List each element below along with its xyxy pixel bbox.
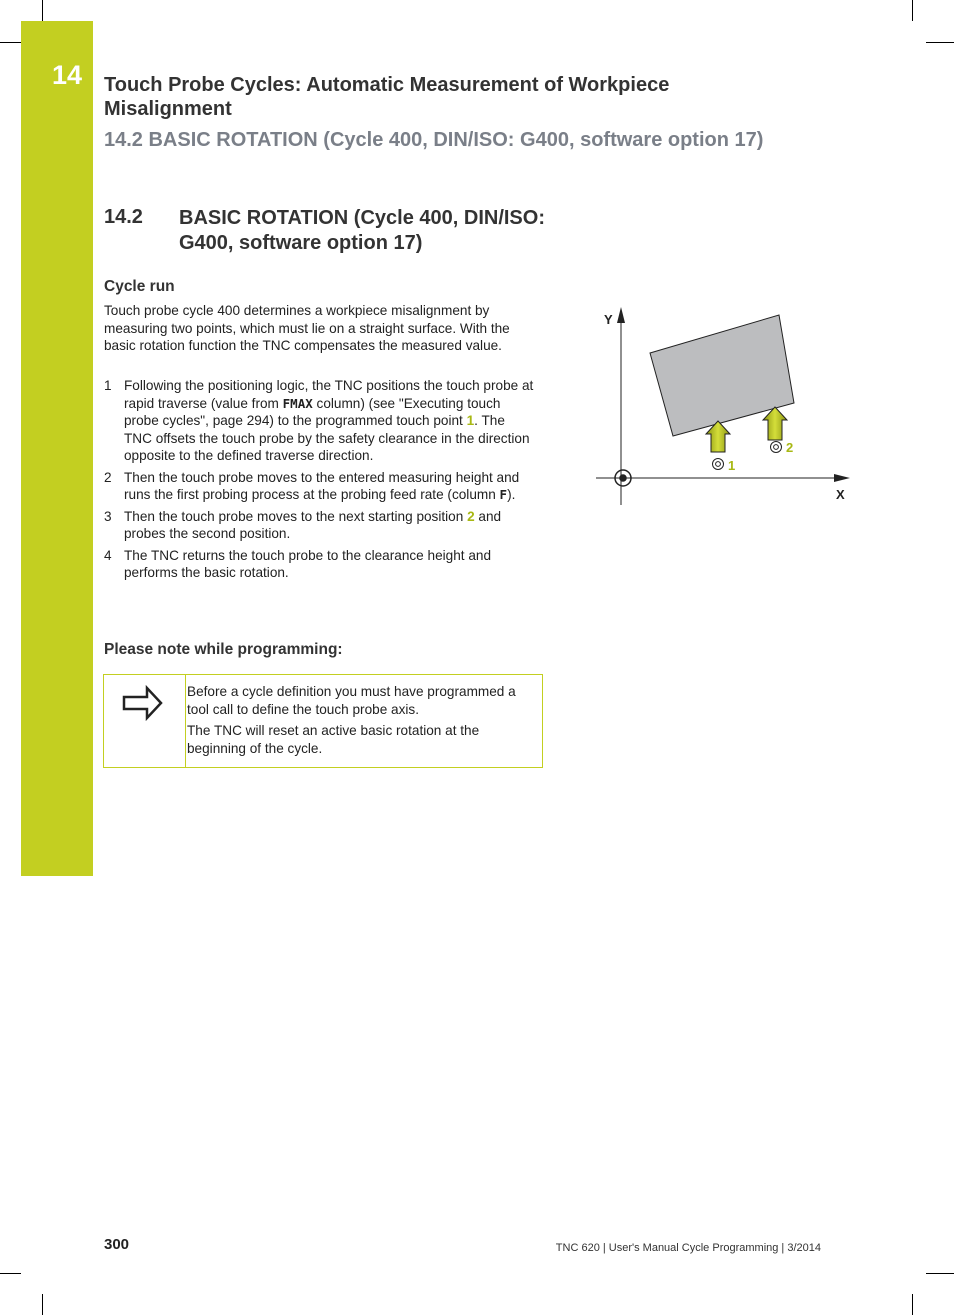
chapter-tab (21, 21, 93, 876)
x-axis-label: X (836, 487, 845, 502)
point-ref: 2 (467, 508, 475, 524)
probe-arrow-2 (763, 407, 787, 440)
crop-mark (42, 0, 43, 21)
touch-point-2-label: 2 (786, 440, 794, 455)
y-axis-label: Y (604, 312, 613, 327)
chapter-number: 14 (52, 60, 83, 90)
step-number: 4 (104, 547, 112, 563)
step-text: Then the touch probe moves to the entered measuring height and runs the first probing process at the probing feed rate (column F). (124, 469, 520, 502)
chapter-title: Touch Probe Cycles: Automatic Measurement of Workpiece Misalignment (104, 74, 670, 120)
step-number: 2 (104, 469, 112, 485)
crop-mark (0, 1273, 21, 1274)
note-paragraph: The TNC will reset an active basic rotation at the beginning of the cycle. (187, 723, 480, 756)
programming-note-heading: Please note while programming: (104, 641, 343, 658)
feed-code: F (499, 487, 508, 502)
crop-mark (42, 1294, 43, 1315)
crop-mark (926, 42, 954, 43)
note-divider (185, 675, 186, 767)
note-box (103, 674, 543, 768)
x-axis-arrowhead (834, 474, 850, 482)
point-ref: 1 (466, 413, 475, 428)
step-text: Following the positioning logic, the TNC positions the touch probe at rapid traverse (value from FMAX column) (see "Executing touch probe cycles", page 294) to the programmed touch point 1. The TNC offsets the touch probe by the safety clearance in the direction opposite to the defined traverse direction. (124, 378, 534, 463)
crop-mark (926, 1273, 954, 1274)
footer-text: TNC 620 | User's Manual Cycle Programming | 3/2014 (555, 1242, 821, 1254)
cycle-steps-list (104, 377, 544, 586)
running-section-header: 14.2 BASIC ROTATION (Cycle 400, DIN/ISO: G400, software option 17) (104, 129, 764, 151)
section-number: 14.2 (104, 206, 143, 228)
step-number: 1 (104, 378, 112, 393)
touch-point-1-icon (713, 459, 724, 470)
list-item (104, 508, 544, 543)
step-text: Then the touch probe moves to the next starting position 2 and probes the second position. (124, 508, 502, 541)
fmax-code: FMAX (282, 395, 313, 411)
list-item (104, 377, 544, 465)
note-text (187, 683, 537, 761)
step-number: 3 (104, 508, 112, 524)
probing-diagram (596, 305, 856, 515)
crop-mark (0, 42, 21, 43)
note-paragraph: Before a cycle definition you must have programmed a tool call to define the touch probe axis. (187, 684, 516, 717)
cycle-run-intro: Touch probe cycle 400 determines a workpiece misalignment by measuring two points, which must lie on a straight surface. With the basic rotation function the TNC compensates the measured value. (104, 303, 510, 353)
list-item (104, 547, 544, 582)
crop-mark (912, 0, 913, 21)
touch-point-1-label: 1 (728, 458, 736, 473)
arrow-right-icon (104, 675, 185, 767)
list-item (104, 469, 544, 504)
touch-point-2-icon (771, 442, 782, 453)
section-title: BASIC ROTATION (Cycle 400, DIN/ISO: G400, software option 17) (179, 207, 545, 254)
cycle-run-heading: Cycle run (104, 278, 175, 295)
step-text: The TNC returns the touch probe to the clearance height and performs the basic rotation. (124, 547, 492, 580)
crop-mark (912, 1294, 913, 1315)
page-number: 300 (104, 1236, 130, 1253)
y-axis-arrowhead (617, 307, 625, 323)
